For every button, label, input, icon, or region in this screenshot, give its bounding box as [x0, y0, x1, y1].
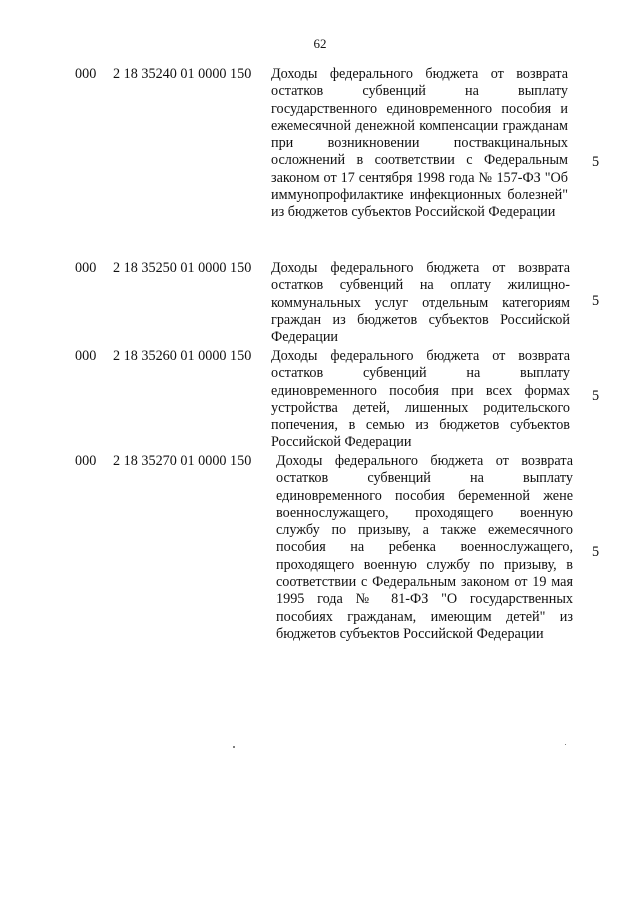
budget-classification-code: 2 18 35270 01 0000 150	[113, 453, 252, 469]
budget-classification-code: 2 18 35240 01 0000 150	[113, 66, 252, 82]
admin-code: 000	[75, 348, 97, 364]
scan-speck	[565, 744, 566, 745]
income-description: Доходы федерального бюджета от возврата остатков субвенций на оплату жилищно-коммунальных услуг отдельным категориям граждан из бюджетов субъектов Российской Федерации	[271, 260, 570, 346]
admin-code: 000	[75, 66, 97, 82]
income-description: Доходы федерального бюджета от возврата остатков субвенций на выплату государственного единовременного пособия и ежемесячной денежной компенсации гражданам при возникновении поствакцинальных осложнений в соответствии с Федеральным законом от 17 сентября 1998 года № 157-ФЗ "Об иммунопрофилактике инфекционных болезней" из бюджетов субъектов Российской Федерации	[271, 66, 568, 221]
margin-note: 5	[592, 154, 600, 170]
admin-code: 000	[75, 260, 97, 276]
scan-speck	[233, 746, 235, 748]
admin-code: 000	[75, 453, 97, 469]
budget-classification-code: 2 18 35250 01 0000 150	[113, 260, 252, 276]
margin-note: 5	[592, 293, 600, 309]
budget-classification-code: 2 18 35260 01 0000 150	[113, 348, 252, 364]
page-number: 62	[313, 36, 327, 51]
income-description: Доходы федерального бюджета от возврата остатков субвенций на выплату единовременного пособия беременной жене военнослужащего, проходящего военную службу по призыву, а также ежемесячного пособия на ребенка военнослужащего, проходящего военную службу по призыву, в соответствии с Федеральным законом от 19 мая 1995 года № 81-ФЗ "О государственных пособиях гражданам, имеющим детей" из бюджетов субъектов Российской Федерации	[276, 453, 573, 642]
income-description: Доходы федерального бюджета от возврата остатков субвенций на выплату единовременного пособия при всех формах устройства детей, лишенных родительского попечения, в семью из бюджетов субъектов Российской Федерации	[271, 348, 570, 451]
margin-note: 5	[592, 388, 600, 404]
margin-note: 5	[592, 544, 600, 560]
